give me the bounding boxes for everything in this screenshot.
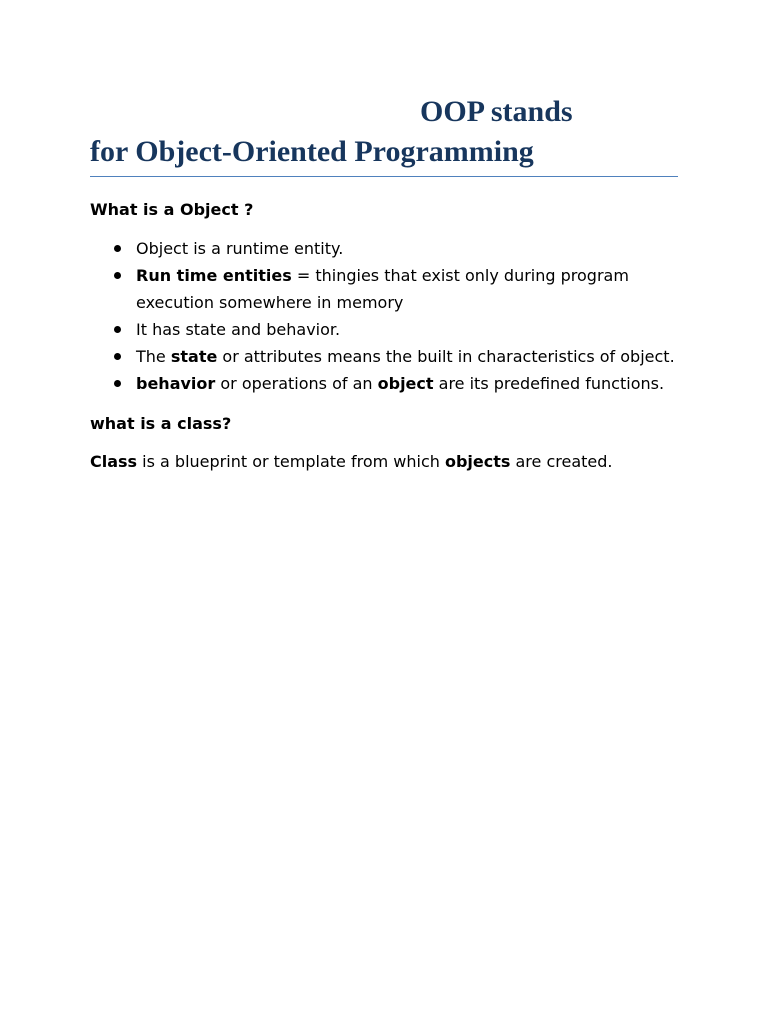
bullet-bold-term: object [377,374,434,393]
bullet-text: are its predefined functions. [433,374,665,393]
bullet-dot-icon [114,326,121,333]
paragraph-text: are created. [510,452,613,471]
bullet-item-state-behavior [90,316,690,343]
bullet-text: The [136,347,171,366]
object-section-heading: What is a Object ? [90,200,254,219]
bullet-item-run-time-entities [90,262,690,316]
bullet-text: or attributes means the built in characteristics of object. [217,347,675,366]
page-title [90,92,678,172]
bullet-text: = thingies that exist only during program [291,266,629,285]
bullet-bold-term: state [170,347,218,366]
bullet-dot-icon [114,380,121,387]
bullet-text: Object is a runtime entity. [136,239,344,258]
title-line-2: for Object-Oriented Programming [90,135,534,168]
paragraph-bold-term: Class [90,452,138,471]
bullet-bold-term: behavior [136,374,216,393]
class-section-heading: what is a class? [90,414,232,433]
title-underline-divider [90,176,678,177]
bullet-dot-icon [114,272,121,279]
title-line-1: OOP stands [420,95,573,128]
bullet-text: It has state and behavior. [136,320,341,339]
bullet-item-behavior-operations [90,370,690,397]
bullet-dot-icon [114,245,121,252]
paragraph-text: is a blueprint or template from which [137,452,445,471]
class-definition-paragraph [90,450,612,474]
bullet-text-continuation: execution somewhere in memory [136,293,404,312]
object-bullet-list [90,235,690,397]
bullet-item-state-attributes [90,343,690,370]
bullet-bold-term: Run time entities [136,266,292,285]
bullet-item-runtime-entity [90,235,690,262]
bullet-dot-icon [114,353,121,360]
bullet-text: or operations of an [215,374,378,393]
paragraph-bold-term: objects [444,452,511,471]
